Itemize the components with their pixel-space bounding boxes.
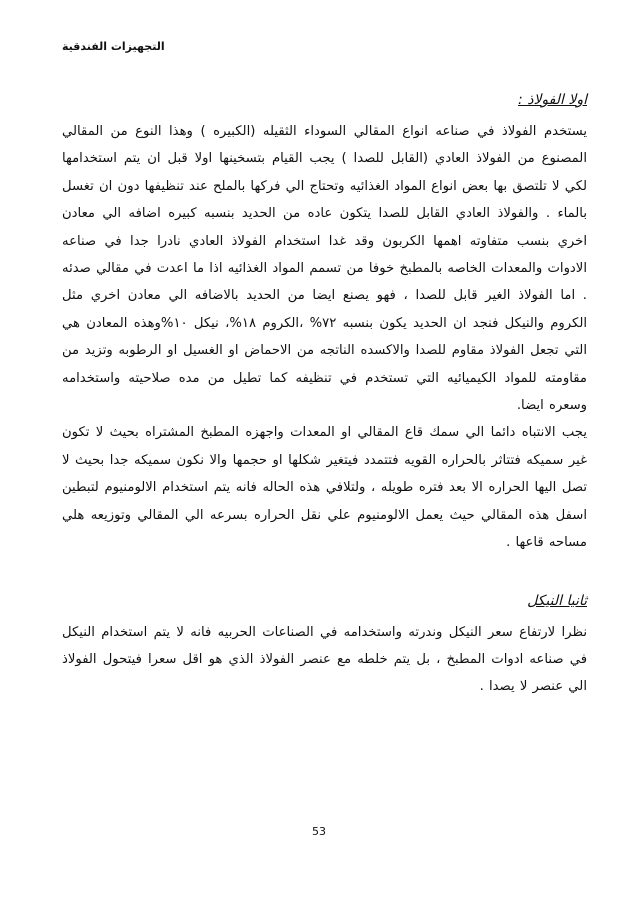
section-heading: اولا الفولاذ :: [518, 92, 587, 108]
section-spacer: [62, 557, 587, 591]
paragraph: نظرا لارتفاع سعر النيكل وندرته واستخدامه في الصناعات الحربيه فانه لا يتم استخدام النيكل في صناعه ادوات المطبخ ، بل يتم خلطه مع عنصر الفولاذ الذي هو اقل سعرا فيتحول الفولاذ الي عنصر لا يصدا .: [62, 624, 587, 695]
paragraph: يجب الانتباه دائما الي سمك قاع المقالي او المعدات واجهزه المطبخ المشتراه بحيث لا تكون غير سميكه فتتاثر بالحراره القويه فتتمدد فيتغير شكلها او حجمها والا نكون سميكه جدا بحيث لا تصل اليها الحراره الا بعد فتره طويله ، ولتلافي هذه الحاله فانه يتم استخدام الالومنيوم لتبطين اسفل هذه المقالي حيث يعمل الالومنيوم علي نقل الحراره بسرعه الي المقالي وتوزيعه هلي مساحه قاعها .: [62, 425, 587, 551]
section-nickel: [62, 591, 587, 701]
paragraph: يستخدم الفولاذ في صناعه انواع المقالي السوداء الثقيله (الكبيره ) وهذا النوع من المقالي المصنوع من الفولاذ العادي (القابل للصدا ) يجب القيام بتسخينها اولا قبل ان يتم استخدامها لكي لا تلتصق بها بعض انواع المواد الغذائيه وتحتاج الي فركها بالملح عند تنظيفها دون ان تغسل بالماء . والفولاذ العادي القابل للصدا يتكون عاده من الحديد بنسبه كبيره اضافه الي معادن اخري بنسب متفاوته اهمها الكربون وقد غدا استخدام الفولاذ العادي نادرا جدا في صناعه الادوات والمعدات الخاصه بالمطبخ خوفا من تسمم المواد الغذائيه اذا ما اعدت في مقالي صدئه . اما الفولاذ الغير قابل للصدا ، فهو يصنع ايضا من الحديد بالاضافه الي معادن اخري مثل الكروم والنيكل فنجد ان الحديد يكون بنسبه ٧٢% ،الكروم ١٨%، نيكل ١٠%وهذه المعادن هي التي تجعل الفولاذ مقاوم للصدا والاكسده الناتجه من الاحماض او الغسيل او الرطوبه وتزيد من مقاومته للمواد الكيميائيه التي تستخدم في تنظيفه كما تطيل من مده صلاحيته واستخدامه وسعره ايضا.: [62, 124, 588, 414]
section-heading: ثانيا النيكل: [527, 592, 587, 609]
page-body: [62, 90, 587, 701]
section-steel: [62, 90, 587, 557]
running-header: التجهيزات الفندقية: [62, 40, 165, 53]
page-number: 53: [312, 825, 326, 838]
